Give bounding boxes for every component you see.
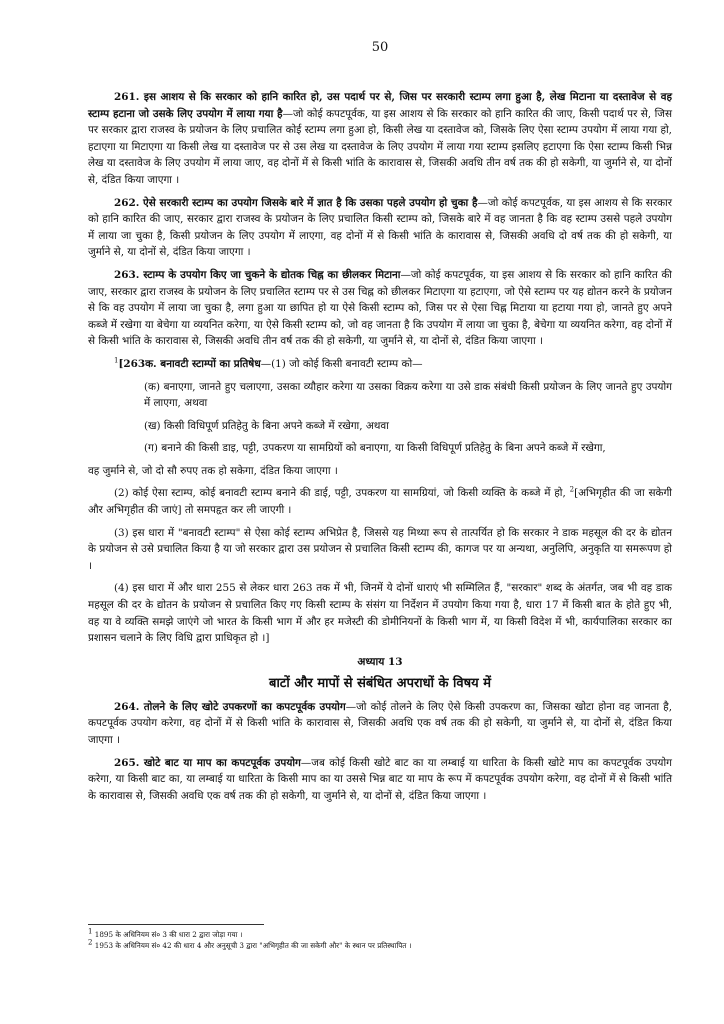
section-264-body: —जो कोई तोलने के लिए ऐसे किसी उपकरण का, जिसका खोटा होना वह जानता है, कपटपूर्वक उपयोग करेगा, वह दोनों में से किसी भांति के कारावास से, जिसकी अवधि एक वर्ष तक की हो सकेगी, या जुर्माने से, या दोनों से, दंडित किया जाएगा ।	[88, 700, 673, 746]
chapter-title: बाटों और मापों से संबंधित अपराधों के विषय में	[269, 675, 491, 691]
section-263-heading: 263. स्टाम्प के उपयोग किए जा चुकने के द्योतक चिह्न का छीलकर मिटाना	[114, 268, 401, 281]
section-263a	[88, 356, 672, 373]
section-263a-item-a: (क) बनाएगा, जानते हुए चलाएगा, उसका व्यौहार करेगा या उसका विक्रय करेगा या उसे डाक संबंधी किसी प्रयोजन के लिए जानते हुए उपयोग में लाएगा, अथवा	[144, 380, 672, 410]
footnotes	[88, 924, 672, 951]
section-261-body: —जो कोई कपटपूर्वक, या इस आशय से कि सरकार को हानि कारित की जाए, किसी पदार्थ पर से, जिस पर सरकार द्वारा राजस्व के प्रयोजन के लिए प्रचालित कोई स्टाम्प लगा हुआ हो, किसी लेख या दस्तावेज को, जिसके लिए ऐसा स्टाम्प उपयोग में लाया गया हो, हटाएगा या मिटाएगा या किसी लेख या दस्तावेज पर से उस लेख या दस्तावेज के लिए उपयोग में लाया गया स्टाम्प इसलिए हटाएगा कि ऐसा स्टाम्प किसी भिन्न लेख या दस्तावेज के लिए उपयोग में लाया जाए, वह दोनों में से किसी भांति के कारावास से, जिसकी अवधि तीन वर्ष तक की हो सकेगी, या जुर्माने से, या दोनों से, दंडित किया जाएगा ।	[88, 107, 672, 186]
footnote-mark-2: 2	[88, 938, 93, 947]
section-264-heading: 264. तोलने के लिए खोटे उपकरणों का कपटपूर्वक उपयोग	[114, 700, 346, 713]
section-263a-sub3: (3) इस धारा में "बनावटी स्टाम्प" से ऐसा कोई स्टाम्प अभिप्रेत है, जिससे यह मिथ्या रूप से तात्पर्यित हो कि सरकार ने डाक महसूल की दर के द्योतन के प्रयोजन से उसे प्रचालित किया है या जो सरकार द्वारा उस प्रयोजन से प्रचालित किसी स्टाम्प की, कागज पर या अन्यथा, अनुलिपि, अनुकृति या समरूपण हो ।	[88, 526, 672, 572]
chapter-label: अध्याय 13	[357, 655, 403, 668]
section-262-heading: 262. ऐसे सरकारी स्टाम्प का उपयोग जिसके बारे में ज्ञात है कि उसका पहले उपयोग हो चुका है	[114, 196, 478, 209]
section-263a-sub2-text: (2) कोई ऐसा स्टाम्प, कोई बनावटी स्टाम्प बनाने की डाई, पट्टी, उपकरण या सामग्रियां, जो किसी व्यक्ति के कब्जे में हो,	[114, 487, 566, 500]
section-263a-item-b: (ख) किसी विधिपूर्ण प्रतिहेतु के बिना अपने कब्जे में रखेगा, अथवा	[144, 419, 389, 432]
page-number: 50	[371, 40, 389, 55]
footnote-mark-1: 1	[88, 927, 93, 936]
section-263a-heading: [263क. बनावटी स्टाम्पों का प्रतिषेध	[118, 357, 261, 370]
section-263a-penalty: वह जुर्माने से, जो दो सौ रुपए तक हो सकेगा, दंडित किया जाएगा ।	[88, 464, 338, 477]
section-263a-item-c: (ग) बनाने की किसी डाइ, पट्टी, उपकरण या सामग्रियों को बनाएगा, या किसी विधिपूर्ण प्रतिहेतु के बिना अपने कब्जे में रखेगा,	[144, 442, 606, 455]
footnote-text-1: 1895 के अधिनियम सं० 3 की धारा 2 द्वारा जोड़ा गया ।	[92, 930, 243, 939]
section-263a-intro: —(1) जो कोई किसी बनावटी स्टाम्प को—	[260, 357, 423, 370]
section-265-body: —जब कोई किसी खोटे बाट का या लम्बाई या धारिता के किसी खोटे माप का कपटपूर्वक उपयोग करेगा, या किसी बाट का, या लम्बाई या धारिता के किसी माप का या उससे भिन्न बाट या माप के रूप में कपटपूर्वक उपयोग करेगा, वह दोनों में से किसी भांति के कारावास से, जिसकी अवधि एक वर्ष तक की हो सकेगी, या जुर्माने से, या दोनों से, दंडित किया जाएगा ।	[88, 756, 672, 802]
footnote-ref-1[interactable]: 1	[114, 356, 119, 365]
section-265-heading: 265. खोटे बाट या माप का कपटपूर्वक उपयोग	[114, 756, 301, 769]
section-262-body: —जो कोई कपटपूर्वक, या इस आशय से कि सरकार को हानि कारित की जाए, सरकार द्वारा राजस्व के प्रयोजन के लिए प्रचालित किसी स्टाम्प को, जिसके बारे में वह जानता है कि वह स्टाम्प उससे पहले उपयोग में लाया जा चुका है, किसी प्रयोजन के लिए उपयोग में लाएगा, वह दोनों में से किसी भांति के कारावास से, जिसकी अवधि दो वर्ष तक की हो सकेगी, या जुर्माने से, या दोनों से, दंडित किया जाएगा ।	[88, 196, 672, 259]
footnote-divider	[88, 924, 264, 925]
section-262	[88, 195, 672, 261]
footnote-2	[88, 940, 672, 951]
section-263a-sub2-amended: [अभिगृहीत की जा सकेगी और अभिगृहीत की जाएं] तो समपहृत कर ली जाएगी ।	[88, 487, 672, 517]
section-263-body: —जो कोई कपटपूर्वक, या इस आशय से कि सरकार को हानि कारित की जाए, सरकार द्वारा राजस्व के प्रयोजन के लिए प्रचालित स्टाम्प पर से उस चिह्न को छीलकर मिटाएगा या हटाएगा, जो ऐसे स्टाम्प पर यह द्योतन करने के प्रयोजन से कि वह उपयोग में लाया जा चुका है, लगा हुआ या छापित हो या ऐसे किसी स्टाम्प को, जिस पर से ऐसा चिह्न मिटाया या हटाया गया हो, जानते हुए अपने कब्जे में रखेगा या बेचेगा या व्ययनित करेगा, या ऐसे किसी स्टाम्प को, जो वह जानता है कि उपयोग में लाया जा चुका है, बेचेगा या व्ययनित करेगा, वह दोनों में से किसी भांति के कारावास से, जिसकी अवधि तीन वर्ष तक की हो सकेगी, या जुर्माने से, या दोनों से, दंडित किया जाएगा ।	[88, 268, 672, 348]
section-261-heading: 261. इस आशय से कि सरकार को हानि कारित हो, उस पदार्थ पर से, जिस पर सरकारी स्टाम्प लगा हुआ है, लेख मिटाना या दस्तावेज से वह स्टाम्प हटाना जो उसके लिए उपयोग में लाया गया है	[88, 91, 672, 120]
section-265	[88, 755, 672, 805]
section-264	[88, 699, 672, 749]
footnote-1	[88, 929, 672, 940]
footnote-text-2: 1953 के अधिनियम सं० 42 की धारा 4 और अनुसूची 3 द्वारा "अभिगृहीत की जा सकेगी और" के स्थान पर प्रतिस्थापित ।	[92, 941, 412, 950]
section-261	[88, 89, 672, 189]
section-263	[88, 267, 672, 350]
section-263a-sub2	[88, 485, 672, 518]
section-263a-sub4: (4) इस धारा में और धारा 255 से लेकर धारा 263 तक में भी, जिनमें ये दोनों धाराएं भी सम्मिलित हैं, "सरकार" शब्द के अंतर्गत, जब भी वह डाक महसूल की दर के द्योतन के प्रयोजन से प्रचालित किए गए किसी स्टाम्प के संसंग या निर्देशन में उपयोग किया गया है, धारा 17 में किसी बात के होते हुए भी, वह या वे व्यक्ति समझे जाएंगे जो भारत के किसी भाग में और हर मजेस्टी की डोमीनियनों के किसी भाग में, या किसी विदेश में भी, कार्यपालिका सरकार का प्रशासन चलाने के लिए विधि द्वारा प्राधिकृत हो ।]	[88, 582, 672, 645]
footnote-ref-2[interactable]: 2	[569, 486, 575, 494]
